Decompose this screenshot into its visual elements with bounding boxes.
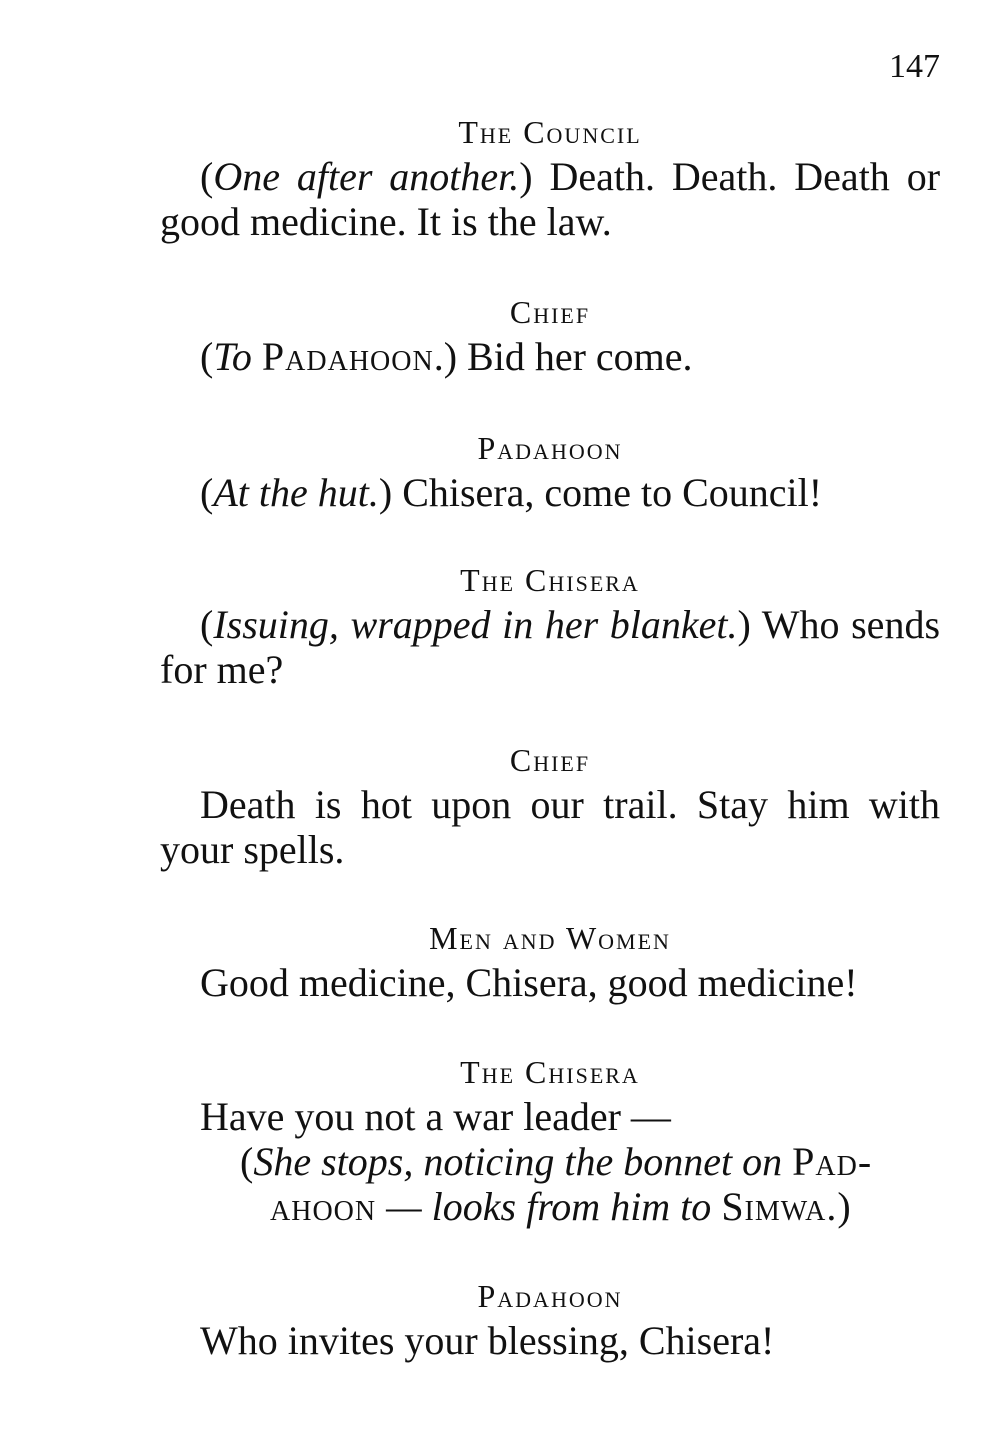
speaker-name: Chief [509,742,591,778]
character-reference: Padahoon [261,334,434,379]
speech-block-chief [160,292,940,379]
speech-block-padahoon [160,428,940,515]
speaker-name: Padahoon [477,1278,623,1314]
speech-text: (To Padahoon.) Bid her come. [200,334,693,379]
stage-direction-line-1: (She stops, noticing the bonnet on Pad- [240,1139,873,1184]
dialogue: Bid her come. [457,334,693,379]
character-reference: ahoon [270,1184,377,1229]
stage-direction: At the hut. [213,470,379,515]
speech-text: Good medicine, Chisera, good medicine! [200,960,858,1005]
speaker-name: The Chisera [460,562,640,598]
speech-block-council [160,112,940,244]
dialogue: Chisera, come to Council! [392,470,823,515]
speech-text: Death is hot upon our trail. Stay him with your spells. [160,782,940,872]
speech-text: Who invites your blessing, Chisera! [200,1318,775,1363]
dialogue: Who sends for me? [160,602,941,692]
stage-direction-line-2: ahoon — looks from him to Simwa.) [270,1184,851,1229]
speech-text: (One after another.) Death. Death. Death or good medicine. It is the law. [160,154,941,244]
speech-block-chisera-2 [160,1052,940,1229]
stage-direction: — looks from him to [376,1184,712,1229]
page-number: 147 [889,48,940,85]
speaker-name: Chief [509,294,591,330]
speech-block-padahoon-2 [160,1276,940,1363]
speech-text: (At the hut.) Chisera, come to Council! [200,470,823,515]
speaker-name: The Chisera [460,1054,640,1090]
character-reference: Pad- [792,1139,873,1184]
speech-block-men-and-women [160,918,940,1005]
speaker-name: Men and Women [429,920,671,956]
speech-text: Have you not a war leader — [200,1094,671,1139]
stage-direction: Issuing, wrapped in her blanket. [213,602,738,647]
character-reference: Simwa. [721,1184,838,1229]
stage-direction: To [213,334,252,379]
speech-block-chief-2 [160,740,940,872]
speaker-name: Padahoon [477,430,623,466]
stage-direction: One after another. [213,154,520,199]
speaker-name: The Council [458,114,642,150]
dialogue: Death. Death. Death or good medicine. It is the law. [160,154,941,244]
speech-text: (Issuing, wrapped in her blanket.) Who sends for me? [160,602,941,692]
stage-direction: She stops, noticing the bonnet on [253,1139,783,1184]
speech-block-chisera [160,560,940,692]
